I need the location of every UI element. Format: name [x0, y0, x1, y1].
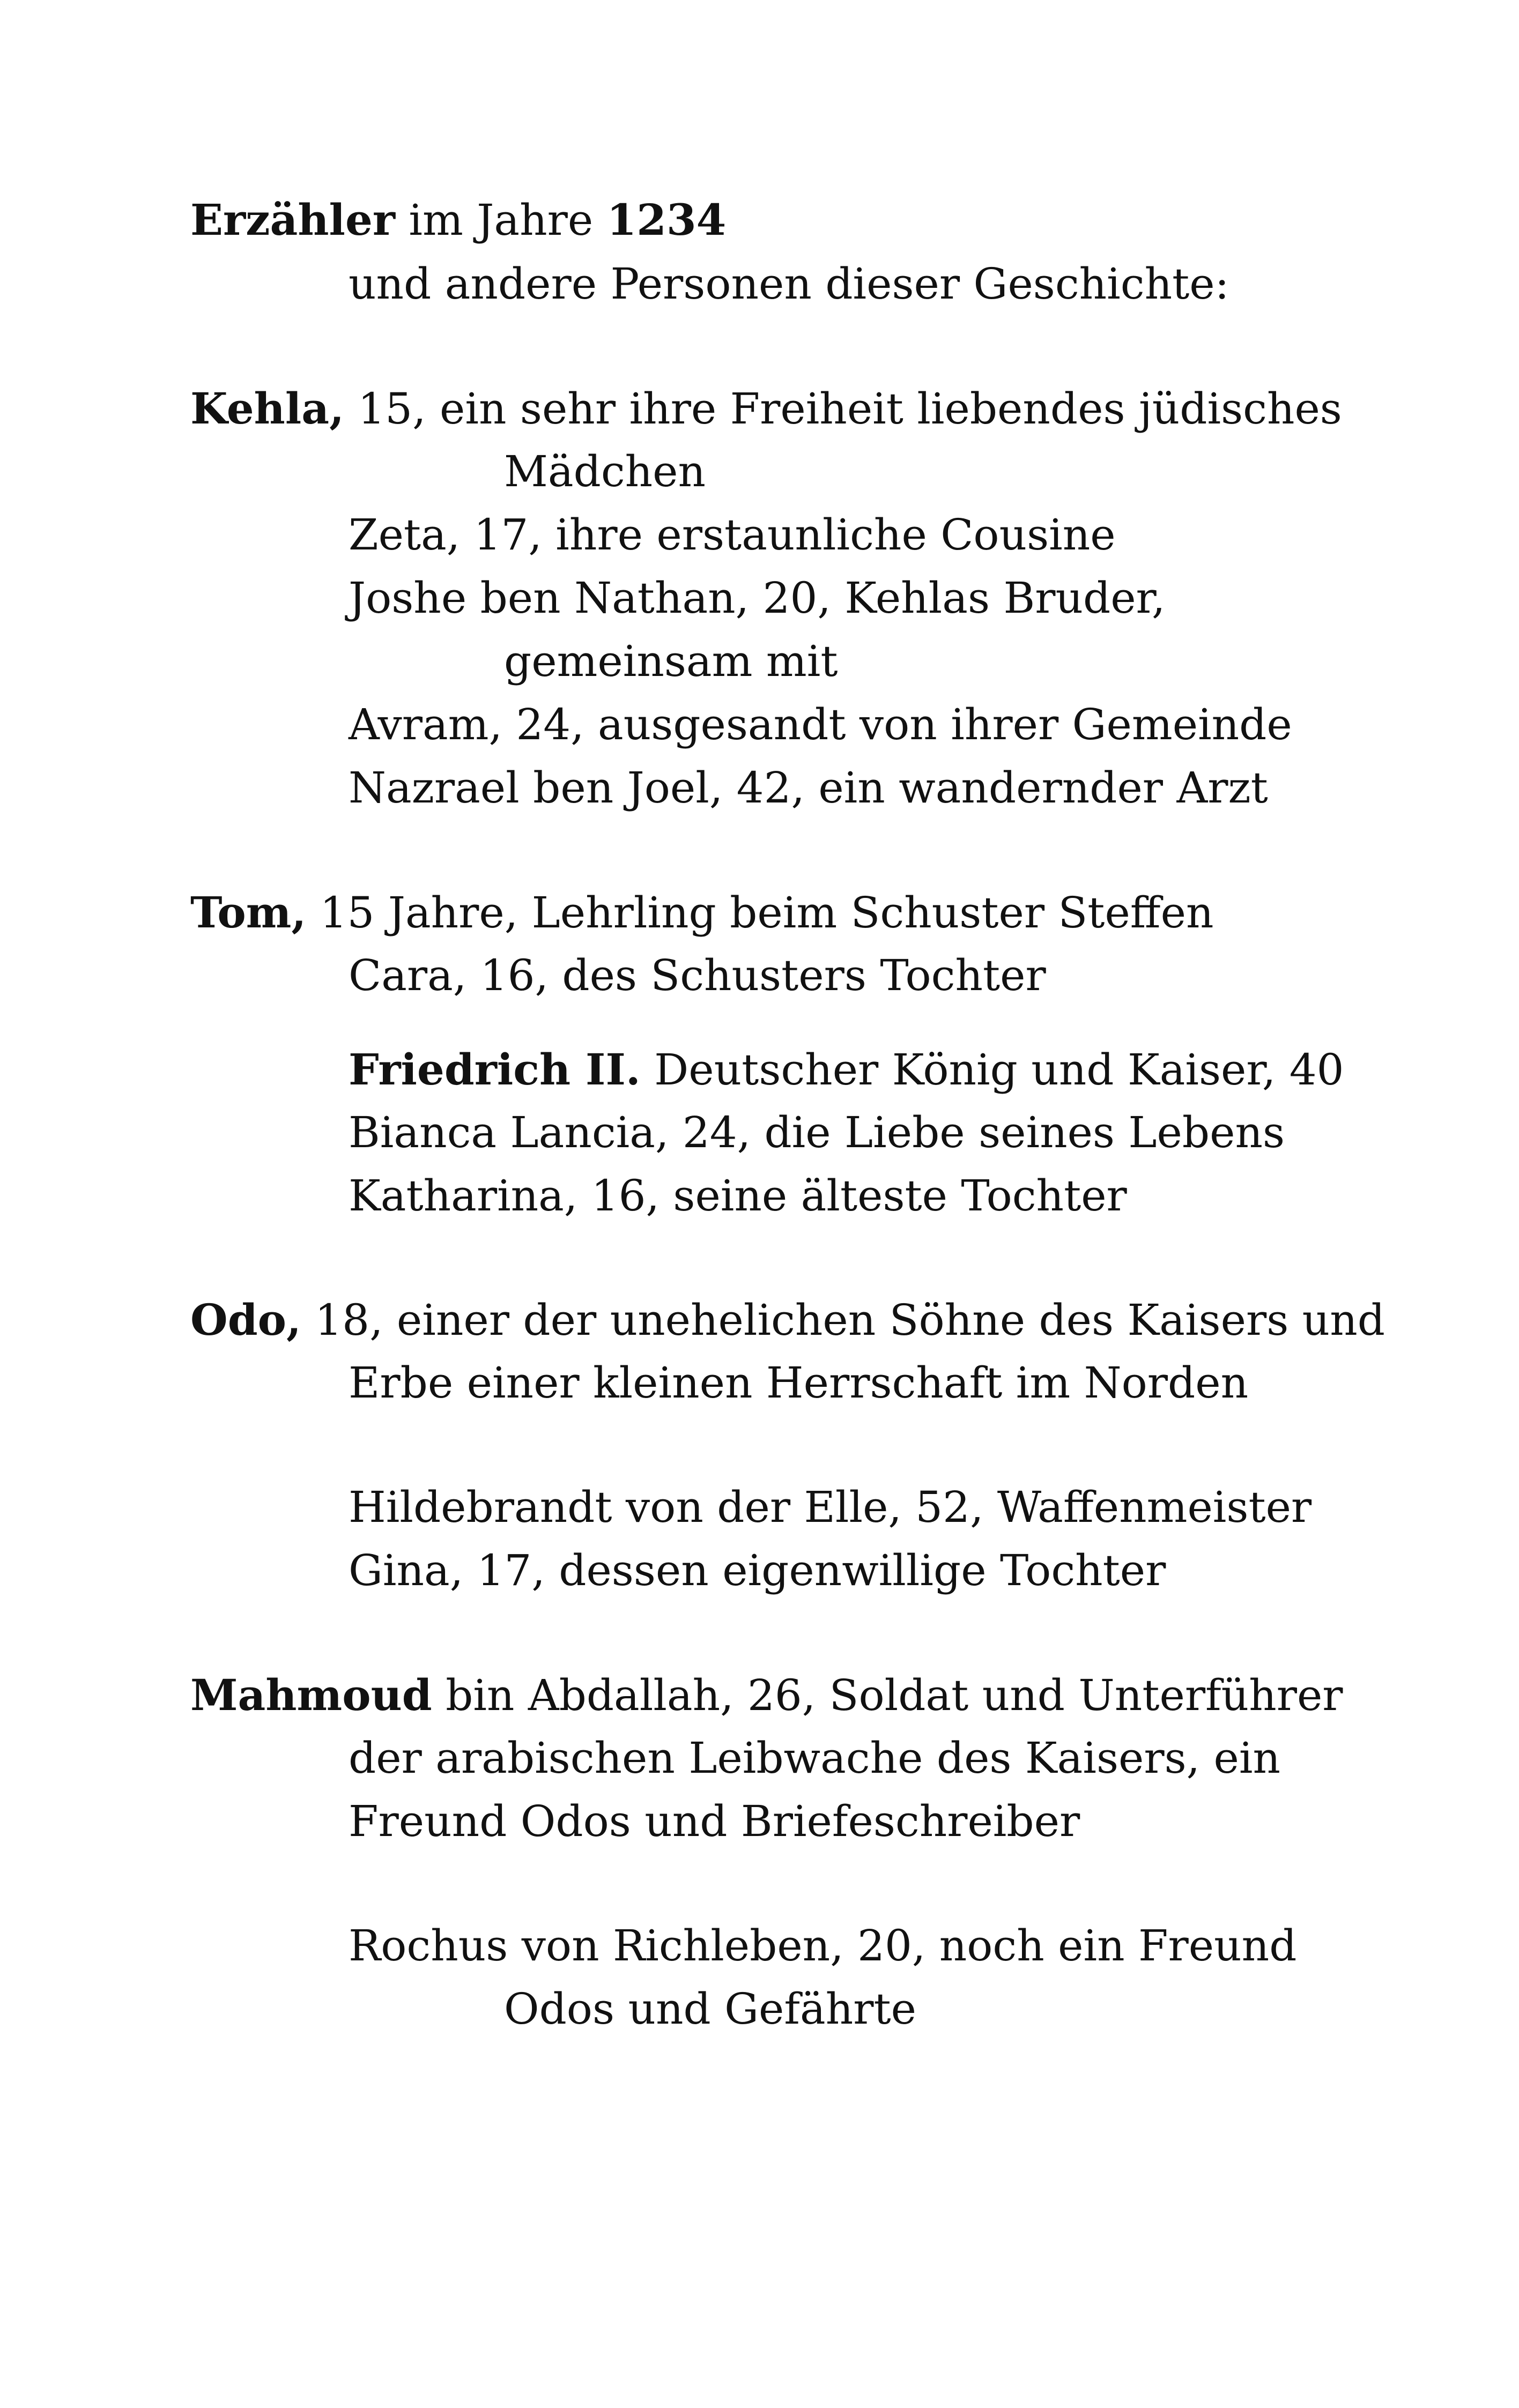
character-entry-joshe: Joshe ben Nathan, 20, Kehlas Bruder, [349, 573, 1166, 623]
character-desc-tom: 15 Jahre, Lehrling beim Schuster Steffen [306, 888, 1214, 938]
character-name-mahmoud: Mahmoud [190, 1670, 432, 1720]
character-desc-continuation: gemeinsam mit [504, 636, 838, 686]
character-name-friedrich: Friedrich II. [349, 1044, 641, 1095]
character-desc-continuation: Odos und Gefährte [504, 1984, 916, 2034]
character-entry-friedrich [349, 1044, 1344, 1095]
character-desc-continuation: der arabischen Leibwache des Kaisers, ein [349, 1733, 1280, 1783]
character-name-tom: Tom, [190, 887, 307, 938]
narrator-line [190, 195, 727, 245]
character-entry-bianca: Bianca Lancia, 24, die Liebe seines Lebens [349, 1108, 1285, 1157]
character-entry-odo [190, 1295, 1385, 1345]
character-name-odo: Odo, [190, 1295, 301, 1345]
character-desc-friedrich: Deutscher König und Kaiser, 40 [640, 1045, 1344, 1095]
narrator-label: Erzähler [190, 195, 395, 245]
narrator-year-prefix: im Jahre [395, 195, 607, 245]
character-desc-odo: 18, einer der unehelichen Söhne des Kaisers und [301, 1295, 1385, 1345]
character-desc-continuation: Freund Odos und Briefeschreiber [349, 1796, 1080, 1846]
cast-subtitle: und andere Personen dieser Geschichte: [349, 259, 1229, 309]
character-entry-mahmoud [190, 1670, 1343, 1720]
character-entry-avram: Avram, 24, ausgesandt von ihrer Gemeinde [349, 700, 1292, 749]
character-entry-cara: Cara, 16, des Schusters Tochter [349, 950, 1046, 1000]
character-desc-continuation: Mädchen [504, 447, 706, 496]
character-entry-katharina: Katharina, 16, seine älteste Tochter [349, 1171, 1127, 1221]
character-desc-continuation: Erbe einer kleinen Herrschaft im Norden [349, 1358, 1249, 1408]
character-desc-mahmoud: bin Abdallah, 26, Soldat und Unterführer [432, 1670, 1343, 1720]
character-name-kehla: Kehla, [190, 383, 344, 434]
character-entry-rochus: Rochus von Richleben, 20, noch ein Freund [349, 1921, 1297, 1971]
character-entry-kehla [190, 383, 1342, 434]
character-entry-tom [190, 887, 1214, 938]
character-entry-zeta: Zeta, 17, ihre erstaunliche Cousine [349, 510, 1116, 560]
character-entry-hildebrandt: Hildebrandt von der Elle, 52, Waffenmeister [349, 1482, 1312, 1532]
character-entry-nazrael: Nazrael ben Joel, 42, ein wandernder Arzt [349, 763, 1268, 813]
narrator-year: 1234 [606, 195, 727, 245]
character-entry-gina: Gina, 17, dessen eigenwillige Tochter [349, 1545, 1166, 1595]
character-desc-kehla: 15, ein sehr ihre Freiheit liebendes jüdisches [344, 384, 1342, 434]
